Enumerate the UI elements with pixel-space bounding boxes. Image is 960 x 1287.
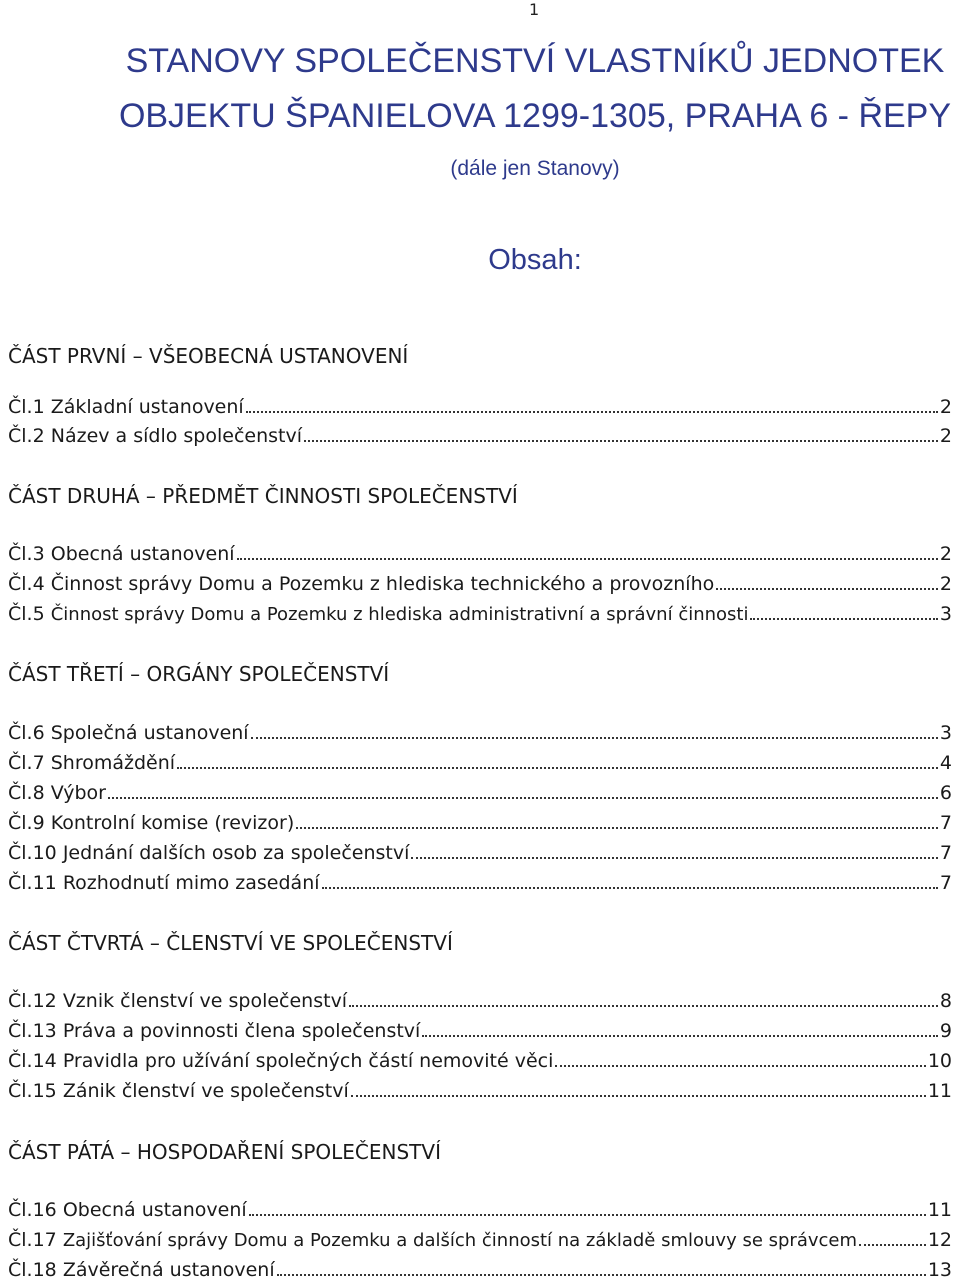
toc-item-label: Práva a povinnosti člena společenství [62,1020,421,1042]
toc-part-1: ČÁST PRVNÍ – VŠEOBECNÁ USTANOVENÍ [8,344,409,368]
toc-leader-dots [322,887,938,889]
toc-item-label: Základní ustanovení [50,396,244,418]
toc-leader-dots [555,1065,925,1067]
toc-leader-dots [246,411,938,413]
toc-item-label: Zánik členství ve společenství [62,1080,349,1102]
toc-leader-dots [108,797,938,799]
toc-leader-dots [422,1035,938,1037]
toc-item-page: 12 [927,1229,952,1251]
toc-item-number: Čl.5 [8,603,45,625]
toc-item-2[interactable] [8,425,952,447]
toc-item-8[interactable] [8,782,952,804]
toc-leader-dots [351,1095,926,1097]
toc-item-number: Čl.14 [8,1050,57,1072]
toc-leader-dots [277,1274,926,1276]
toc-item-number: Čl.8 [8,782,45,804]
toc-item-label: Vznik členství ve společenství [62,990,348,1012]
toc-item-14[interactable] [8,1050,952,1072]
toc-item-16[interactable] [8,1199,952,1221]
toc-leader-dots [237,558,938,560]
toc-item-label: Zajišťování správy Domu a Pozemku a dalších činností na základě smlouvy se správcem [62,1230,858,1251]
document-title-line-1: STANOVY SPOLEČENSTVÍ VLASTNÍKŮ JEDNOTEK [125,42,945,80]
toc-item-page: 9 [939,1020,952,1042]
toc-item-label: Kontrolní komise (revizor) [50,812,295,834]
toc-item-1[interactable] [8,396,952,418]
toc-part-3: ČÁST TŘETÍ – ORGÁNY SPOLEČENSTVÍ [8,662,390,686]
toc-item-17[interactable] [8,1229,952,1251]
toc-item-page: 2 [939,573,952,595]
toc-item-label: Společná ustanovení [50,722,249,744]
toc-item-number: Čl.13 [8,1020,57,1042]
toc-item-number: Čl.3 [8,543,45,565]
toc-item-page: 2 [939,543,952,565]
toc-item-page: 4 [939,752,952,774]
toc-leader-dots [411,857,938,859]
toc-item-page: 11 [927,1080,952,1102]
toc-item-label: Rozhodnutí mimo zasedání [62,872,320,894]
toc-item-label: Činnost správy Domu a Pozemku z hlediska administrativní a správní činnosti [50,604,749,625]
toc-leader-dots [251,737,938,739]
toc-item-label: Závěrečná ustanovení [62,1259,275,1281]
toc-item-number: Čl.15 [8,1080,57,1102]
toc-leader-dots [296,827,938,829]
toc-item-page: 2 [939,396,952,418]
toc-item-page: 3 [939,722,952,744]
toc-item-page: 10 [927,1050,952,1072]
toc-item-6[interactable] [8,722,952,744]
toc-item-number: Čl.12 [8,990,57,1012]
toc-item-10[interactable] [8,842,952,864]
toc-item-label: Obecná ustanovení [50,543,235,565]
toc-item-18[interactable] [8,1259,952,1281]
toc-item-page: 2 [939,425,952,447]
toc-item-page: 6 [939,782,952,804]
toc-item-label: Jednání dalších osob za společenství [62,842,410,864]
toc-leader-dots [249,1214,926,1216]
toc-item-label: Shromáždění [50,752,176,774]
toc-item-7[interactable] [8,752,952,774]
toc-item-number: Čl.10 [8,842,57,864]
toc-item-number: Čl.17 [8,1229,57,1251]
toc-leader-dots [859,1244,926,1246]
toc-item-15[interactable] [8,1080,952,1102]
toc-item-page: 13 [927,1259,952,1281]
page-number: 1 [529,0,540,19]
toc-item-label: Výbor [50,782,106,804]
toc-item-number: Čl.11 [8,872,57,894]
toc-item-page: 7 [939,842,952,864]
toc-leader-dots [750,618,937,620]
toc-item-number: Čl.18 [8,1259,57,1281]
toc-item-number: Čl.1 [8,396,45,418]
toc-item-11[interactable] [8,872,952,894]
toc-item-4[interactable] [8,573,952,595]
toc-item-number: Čl.6 [8,722,45,744]
toc-item-page: 7 [939,872,952,894]
toc-item-label: Obecná ustanovení [62,1199,247,1221]
toc-item-9[interactable] [8,812,952,834]
toc-item-label: Pravidla pro užívání společných částí nemovité věci [62,1050,554,1072]
toc-part-4: ČÁST ČTVRTÁ – ČLENSTVÍ VE SPOLEČENSTVÍ [8,931,453,955]
toc-item-number: Čl.9 [8,812,45,834]
toc-item-3[interactable] [8,543,952,565]
toc-item-page: 8 [939,990,952,1012]
toc-part-2: ČÁST DRUHÁ – PŘEDMĚT ČINNOSTI SPOLEČENSTVÍ [8,484,518,508]
contents-heading: Obsah: [488,244,582,276]
toc-item-page: 11 [927,1199,952,1221]
toc-item-page: 3 [939,603,952,625]
toc-leader-dots [716,588,938,590]
toc-item-number: Čl.4 [8,573,45,595]
toc-item-13[interactable] [8,1020,952,1042]
toc-item-label: Činnost správy Domu a Pozemku z hlediska technického a provozního [50,573,715,595]
toc-item-number: Čl.7 [8,752,45,774]
toc-item-number: Čl.16 [8,1199,57,1221]
toc-item-5[interactable] [8,603,952,625]
toc-item-label: Název a sídlo společenství [50,425,303,447]
toc-leader-dots [349,1005,938,1007]
toc-item-number: Čl.2 [8,425,45,447]
document-title-line-2: OBJEKTU ŠPANIELOVA 1299-1305, PRAHA 6 - ŘEPY [118,97,952,135]
toc-leader-dots [304,440,938,442]
toc-item-page: 7 [939,812,952,834]
toc-part-5: ČÁST PÁTÁ – HOSPODAŘENÍ SPOLEČENSTVÍ [8,1140,441,1164]
toc-leader-dots [177,767,938,769]
document-subtitle: (dále jen Stanovy) [450,157,620,180]
toc-item-12[interactable] [8,990,952,1012]
